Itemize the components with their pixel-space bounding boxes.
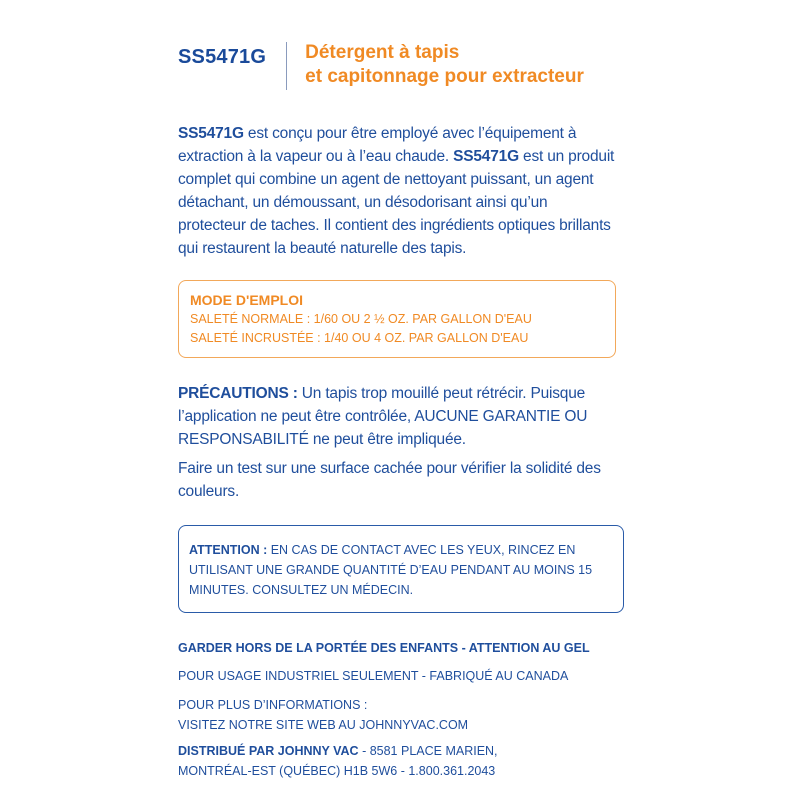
label-header	[178, 38, 618, 100]
product-title-line2: et capitonnage pour extracteur	[305, 66, 584, 87]
footer-usage: POUR USAGE INDUSTRIEL SEULEMENT - FABRIQUÉ AU CANADA	[178, 669, 569, 683]
footer-warning: GARDER HORS DE LA PORTÉE DES ENFANTS - ATTENTION AU GEL	[178, 641, 590, 655]
directions-line-normal: SALETÉ NORMALE : 1/60 OU 2 ½ OZ. PAR GALLON D'EAU	[190, 312, 532, 326]
directions-heading: MODE D'EMPLOI	[190, 292, 303, 308]
distributor-address-2: MONTRÉAL-EST (QUÉBEC) H1B 5W6 - 1.800.361.2043	[178, 764, 496, 778]
product-description	[178, 122, 618, 260]
distributor-label: DISTRIBUÉ PAR JOHNNY VAC	[178, 744, 359, 758]
description-text-1: est conçu pour être employé avec l’équipement à extraction à la vapeur ou à l’eau chaude.	[178, 125, 577, 165]
product-title	[305, 41, 584, 89]
attention-label: ATTENTION :	[189, 543, 268, 557]
header-divider	[286, 42, 287, 90]
footer-info	[178, 695, 618, 735]
precautions-label: PRÉCAUTIONS :	[178, 385, 298, 402]
product-code: SS5471G	[178, 46, 267, 68]
colorfast-test-note: Faire un test sur une surface cachée pour vérifier la solidité des couleurs.	[178, 460, 601, 500]
product-title-line1: Détergent à tapis	[305, 42, 460, 63]
description-code-2: SS5471G	[453, 148, 519, 165]
attention-text: EN CAS DE CONTACT AVEC LES YEUX, RINCEZ EN UTILISANT UNE GRANDE QUANTITÉ D’EAU PENDANT AU MOINS 15 MINUTES. CONSULTEZ UN MÉDECIN.	[189, 543, 593, 597]
footer-distributor-line1	[178, 741, 618, 761]
precautions	[178, 382, 618, 451]
distributor-address-1: - 8581 PLACE MARIEN,	[358, 744, 498, 758]
description-code-1: SS5471G	[178, 125, 244, 142]
footer-info-line1: POUR PLUS D’INFORMATIONS :	[178, 698, 368, 712]
footer-info-line2: VISITEZ NOTRE SITE WEB AU JOHNNYVAC.COM	[178, 718, 469, 732]
precautions-text: Un tapis trop mouillé peut rétrécir. Puisque l’application ne peut être contrôlée, AUCUNE GARANTIE OU RESPONSABILITÉ ne peut être impliquée.	[178, 385, 588, 448]
product-label	[178, 38, 618, 781]
attention-box	[178, 525, 624, 613]
directions-box	[178, 280, 616, 358]
directions-line-heavy: SALETÉ INCRUSTÉE : 1/40 OU 4 OZ. PAR GALLON D'EAU	[190, 331, 529, 345]
description-text-2: est un produit complet qui combine un agent de nettoyant puissant, un agent détachant, un démoussant, un désodorisant ainsi qu’un protecteur de taches. Il contient des ingrédients optiques brillants qui restaurent la beauté naturelle des tapis.	[178, 148, 615, 257]
footer-distributor	[178, 741, 618, 781]
